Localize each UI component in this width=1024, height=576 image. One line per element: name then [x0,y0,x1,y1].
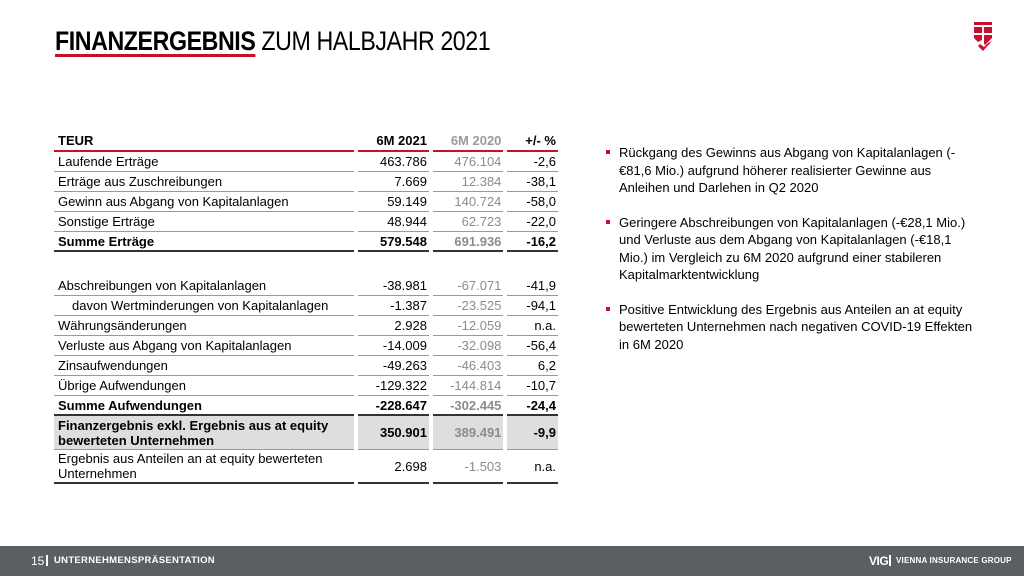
value-6m-2021: 2.928 [358,316,429,336]
footer-separator [46,555,48,566]
value-6m-2020: 140.724 [433,192,503,212]
brand-full-name: VIENNA INSURANCE GROUP [896,556,1012,565]
table-row [54,192,558,212]
value-change: -56,4 [507,336,558,356]
table-row [54,356,558,376]
value-6m-2020: -1.503 [433,450,503,484]
value-change: -41,9 [507,276,558,296]
value-6m-2021: 59.149 [358,192,429,212]
bullet-item: Geringere Abschreibungen von Kapitalanlagen (-€28,1 Mio.) und Verluste aus dem Abgang von Kapitalanlagen (-€18,1 Mio.) im Vergleich zu 6M 2020 aufgrund einer stabileren Kapitalmarktentwicklung [606,214,976,284]
value-6m-2021: -49.263 [358,356,429,376]
value-6m-2021: 48.944 [358,212,429,232]
commentary-bullet-list [606,144,976,370]
value-change: -24,4 [507,396,558,416]
table-row [54,316,558,336]
vig-shield-icon [972,20,994,52]
presentation-label: UNTERNEHMENSPRÄSENTATION [54,555,215,566]
row-label: Gewinn aus Abgang von Kapitalanlagen [54,192,354,212]
value-change: -9,9 [507,416,558,450]
value-change: -16,2 [507,232,558,252]
table-row-sum-expenses [54,396,558,416]
value-6m-2020: 691.936 [433,232,503,252]
value-change: -2,6 [507,152,558,172]
value-change: -94,1 [507,296,558,316]
row-label: Laufende Erträge [54,152,354,172]
value-6m-2020: 389.491 [433,416,503,450]
table-row-equity-result [54,450,558,484]
column-header-change: +/- % [507,130,558,152]
value-6m-2021: -228.647 [358,396,429,416]
value-change: -10,7 [507,376,558,396]
value-6m-2020: -302.445 [433,396,503,416]
value-6m-2020: 12.384 [433,172,503,192]
row-label: Währungsänderungen [54,316,354,336]
table-row [54,152,558,172]
value-6m-2021: -38.981 [358,276,429,296]
row-label: Übrige Aufwendungen [54,376,354,396]
page-title-bold: FINANZERGEBNIS [55,26,256,56]
value-6m-2020: -23.525 [433,296,503,316]
row-label: Sonstige Erträge [54,212,354,232]
row-label: Erträge aus Zuschreibungen [54,172,354,192]
row-label: Abschreibungen von Kapitalanlagen [54,276,354,296]
value-6m-2020: -32.098 [433,336,503,356]
brand-separator [889,555,891,566]
value-6m-2020: -12.059 [433,316,503,336]
row-label: Verluste aus Abgang von Kapitalanlagen [54,336,354,356]
column-header-6m-2020: 6M 2020 [433,130,503,152]
value-6m-2021: 350.901 [358,416,429,450]
value-6m-2020: -67.071 [433,276,503,296]
table-row [54,296,558,316]
bullet-item: Positive Entwicklung des Ergebnis aus Anteilen an at equity bewerteten Unternehmen nach negativen COVID-19 Effekten in 6M 2020 [606,301,976,354]
column-header-teur: TEUR [54,130,354,152]
row-label: Summe Erträge [54,232,354,252]
table-header-row [54,130,558,152]
financial-results-table [54,130,558,484]
value-6m-2021: -1.387 [358,296,429,316]
table-spacer [54,252,558,276]
value-change: -38,1 [507,172,558,192]
value-6m-2020: -144.814 [433,376,503,396]
row-label: Ergebnis aus Anteilen an at equity bewerteten Unternehmen [54,450,354,484]
table-row [54,276,558,296]
row-label: davon Wertminderungen von Kapitalanlagen [54,296,354,316]
value-6m-2020: 62.723 [433,212,503,232]
page-number: 15 [31,554,45,568]
bullet-item: Rückgang des Gewinns aus Abgang von Kapitalanlagen (-€81,6 Mio.) aufgrund höherer realisierter Gewinne aus Anleihen und Darlehen in Q2 2020 [606,144,976,197]
value-6m-2021: 579.548 [358,232,429,252]
value-change: n.a. [507,450,558,484]
value-6m-2021: -14.009 [358,336,429,356]
column-header-6m-2021: 6M 2021 [358,130,429,152]
value-6m-2020: -46.403 [433,356,503,376]
value-change: n.a. [507,316,558,336]
table-row-sum-income [54,232,558,252]
value-6m-2021: 7.669 [358,172,429,192]
table-row [54,336,558,356]
value-6m-2021: -129.322 [358,376,429,396]
row-label: Zinsaufwendungen [54,356,354,376]
table-row [54,376,558,396]
row-label: Summe Aufwendungen [54,396,354,416]
value-change: -22,0 [507,212,558,232]
page-title [55,26,490,57]
row-label: Finanzergebnis exkl. Ergebnis aus at equity bewerteten Unternehmen [54,416,354,450]
value-change: -58,0 [507,192,558,212]
table-row-financial-result [54,416,558,450]
value-6m-2021: 2.698 [358,450,429,484]
value-change: 6,2 [507,356,558,376]
table-row [54,212,558,232]
value-6m-2020: 476.104 [433,152,503,172]
page-title-rest: ZUM HALBJAHR 2021 [255,26,491,56]
value-6m-2021: 463.786 [358,152,429,172]
footer-bar [0,546,1024,576]
table-row [54,172,558,192]
brand-logo-text: VIG [869,554,889,568]
